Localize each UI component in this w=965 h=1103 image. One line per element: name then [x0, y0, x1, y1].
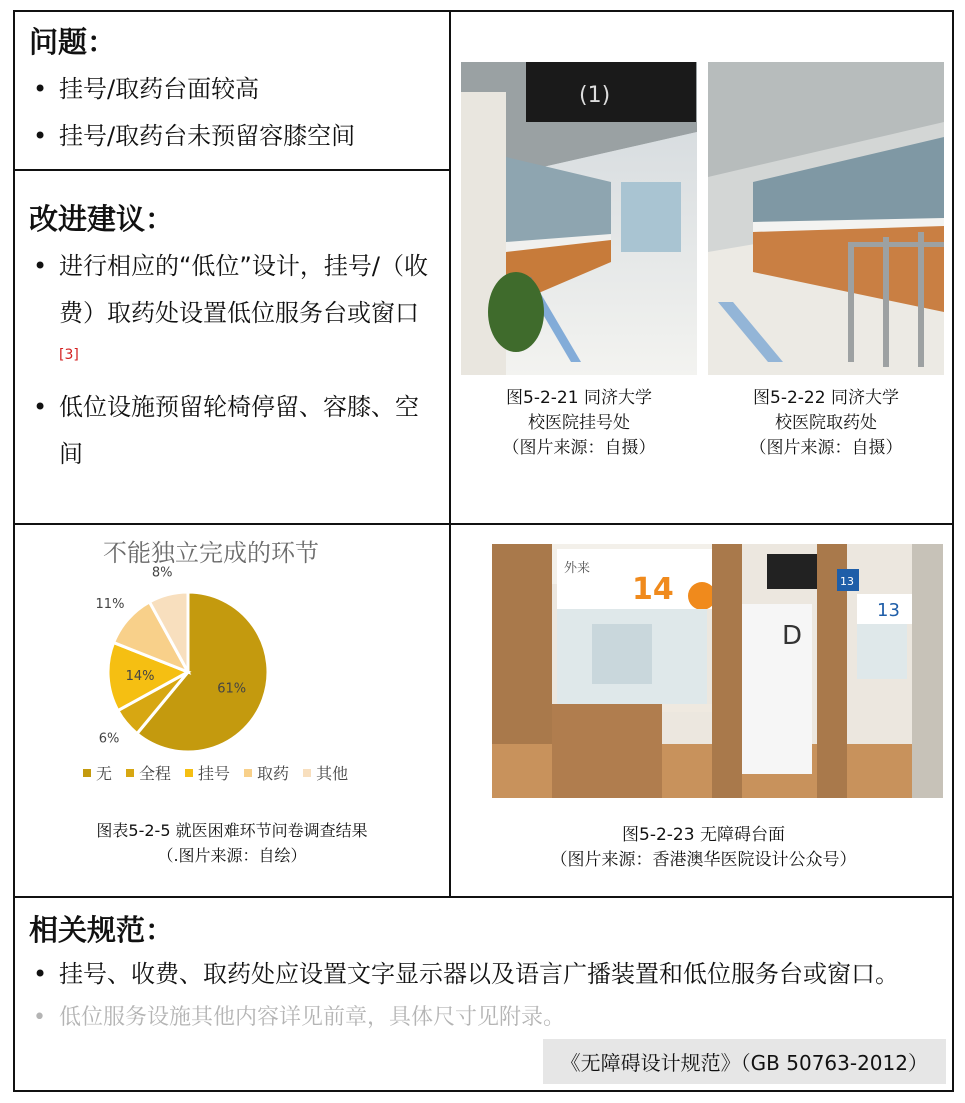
problem-list	[29, 66, 355, 160]
legend-swatch-icon	[303, 769, 311, 777]
window-14-sign: 14	[632, 572, 674, 607]
accessible-counter-image	[492, 544, 943, 798]
photo-bottom-panel	[449, 523, 954, 898]
suggestion-item: • 进行相应的“低位”设计，挂号/（收费）取药处设置低位服务台或窗口[3]	[29, 243, 429, 384]
legend-item	[185, 761, 230, 784]
problem-heading: 问题：	[29, 25, 117, 59]
norms-item: • 挂号、收费、取药处应设置文字显示器以及语言广播装置和低位服务台或窗口。	[29, 952, 939, 996]
suggestion-heading: 改进建议：	[29, 202, 175, 236]
pie-data-label: 61%	[217, 681, 247, 697]
bullet-icon: •	[33, 393, 48, 421]
bullet-icon: •	[33, 252, 48, 280]
legend-label: 无	[96, 764, 113, 783]
bullet-icon: •	[33, 122, 48, 150]
zone-d-sign: D	[782, 621, 803, 651]
pharmacy-counter-image	[708, 62, 944, 375]
registration-photo-caption: 图5-2-21 同济大学 校医院挂号处 （图片来源：自摄）	[502, 388, 656, 458]
bullet-icon: •	[33, 75, 48, 103]
problem-panel	[13, 10, 451, 171]
norms-heading: 相关规范：	[29, 913, 175, 947]
pie-data-label: 11%	[95, 597, 125, 613]
chart-legend	[83, 761, 348, 784]
pharmacy-photo-caption: 图5-2-22 同济大学 校医院取药处 （图片来源：自摄）	[749, 388, 903, 458]
bullet-icon: •	[33, 960, 48, 988]
norms-panel	[13, 896, 954, 1092]
window-13-badge: 13	[840, 575, 854, 588]
legend-swatch-icon	[244, 769, 252, 777]
outpatient-sign-text: 外来	[564, 561, 591, 576]
accessible-counter-photo	[492, 544, 943, 798]
chart-caption: 图表5-2-5 就医困难环节问卷调查结果 （.图片来源：自绘）	[96, 821, 368, 865]
pie-chart	[15, 525, 449, 785]
chart-title: 不能独立完成的环节	[103, 539, 319, 567]
problem-item: • 挂号/取药台未预留容膝空间	[29, 113, 355, 160]
suggestion-item: • 低位设施预留轮椅停留、容膝、空间	[29, 384, 429, 478]
chart-panel	[13, 523, 451, 898]
suggestion-panel	[13, 169, 451, 525]
legend-item	[83, 761, 112, 784]
accessible-photo-caption: 图5-2-23 无障碍台面 （图片来源：香港澳华医院设计公众号）	[550, 825, 857, 870]
legend-label: 其他	[316, 764, 349, 783]
registration-counter-image	[461, 62, 697, 375]
legend-swatch-icon	[126, 769, 134, 777]
legend-swatch-icon	[185, 769, 193, 777]
photos-top-panel	[449, 10, 954, 525]
standard-reference: 《无障碍设计规范》（GB 50763-2012）	[543, 1039, 946, 1084]
legend-swatch-icon	[83, 769, 91, 777]
window-13-sign: 13	[877, 600, 900, 621]
registration-counter-photo	[461, 62, 697, 375]
pie-data-label: 8%	[151, 565, 173, 581]
legend-item	[244, 761, 289, 784]
pie-data-label: 14%	[125, 669, 155, 685]
bullet-icon: •	[33, 1005, 46, 1030]
pie-data-label: 6%	[98, 731, 120, 747]
norms-list	[29, 952, 939, 1040]
window-number-sign: (1)	[579, 83, 611, 108]
legend-item	[303, 761, 348, 784]
suggestion-list	[29, 243, 429, 478]
legend-label: 全程	[139, 764, 172, 783]
legend-label: 挂号	[198, 764, 231, 783]
legend-label: 取药	[257, 764, 290, 783]
problem-item: • 挂号/取药台面较高	[29, 66, 355, 113]
norms-item-secondary: • 低位服务设施其他内容详见前章，具体尺寸见附录。	[29, 996, 939, 1040]
pharmacy-counter-photo	[708, 62, 944, 375]
legend-item	[126, 761, 171, 784]
citation-ref: [3]	[59, 347, 79, 363]
